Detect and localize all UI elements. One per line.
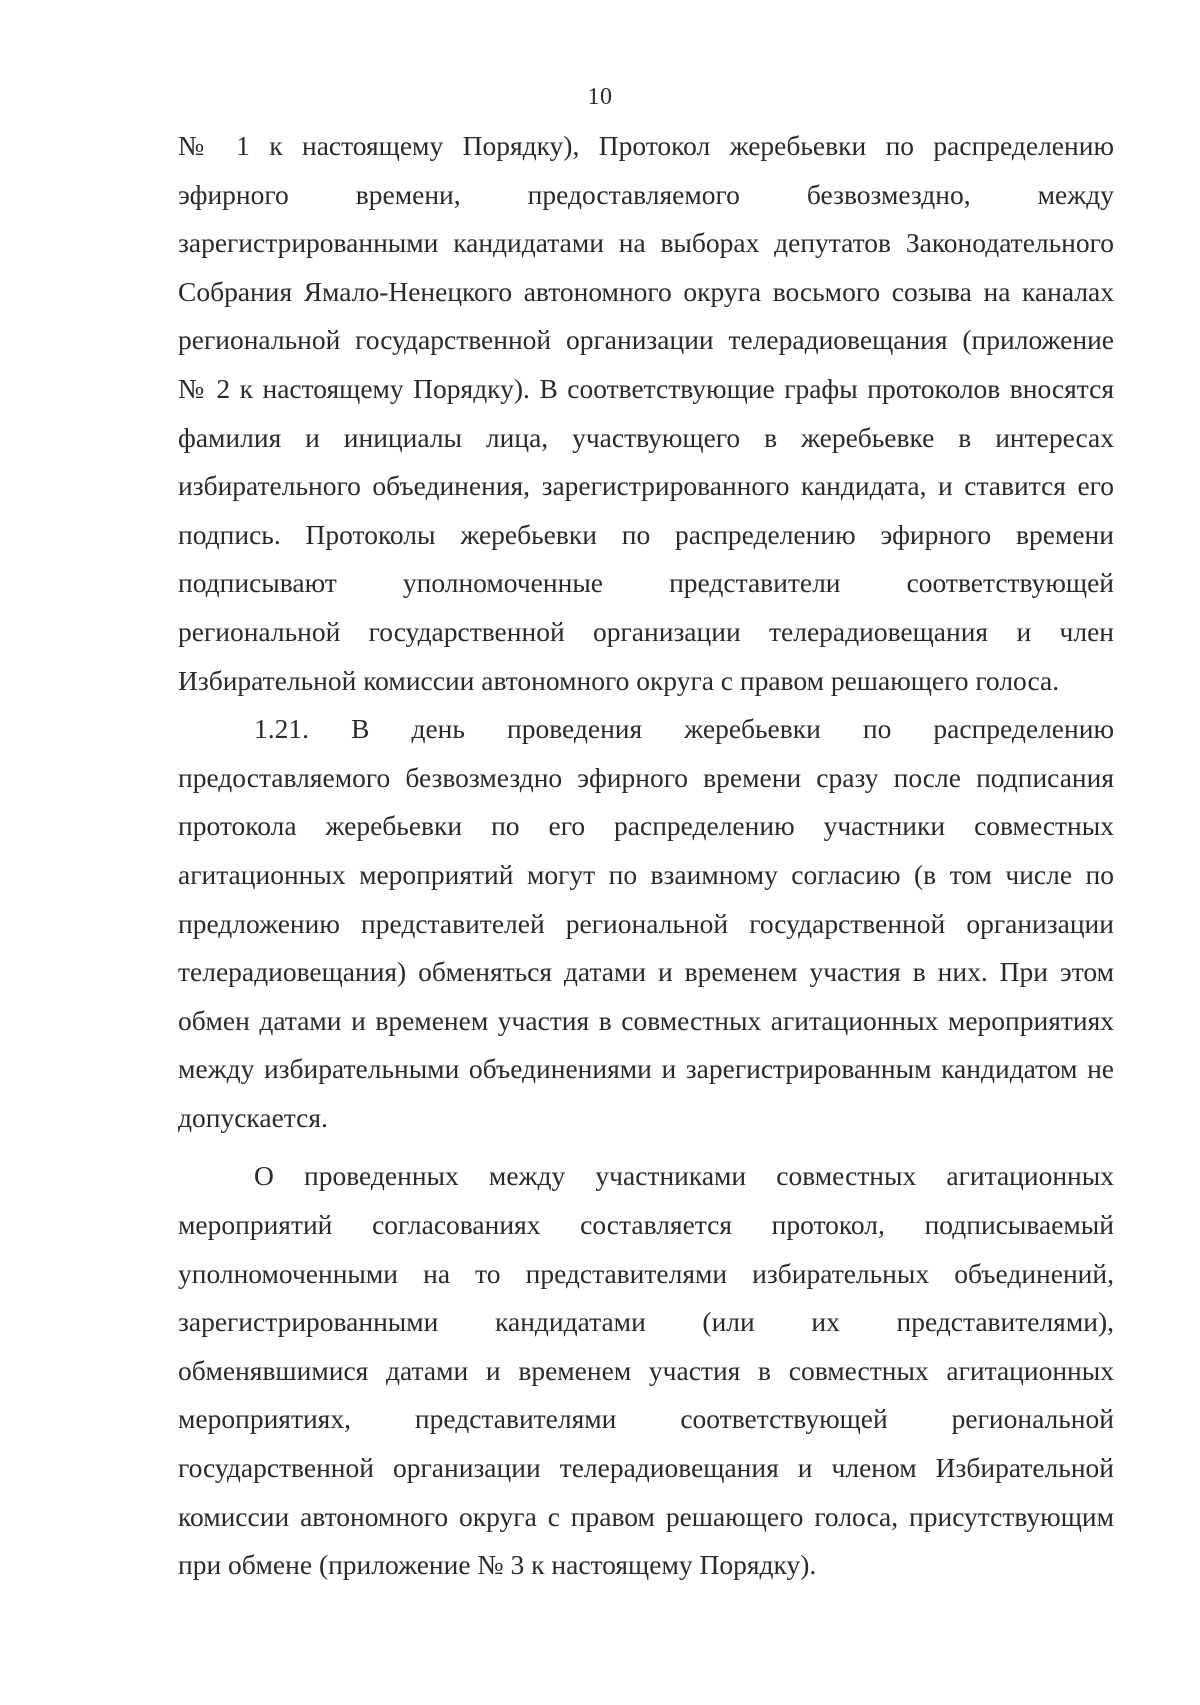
text-line: подпись. Протоколы жеребьевки по распределению эфирного времени bbox=[178, 518, 1114, 550]
text-line: обменявшимися датами и временем участия в совместных агитационных bbox=[178, 1354, 1114, 1386]
text-line: мероприятиях, представителями соответствующей региональной bbox=[178, 1403, 1114, 1435]
page-number: 10 bbox=[587, 84, 613, 110]
text-line: региональной государственной организации телерадиовещания (приложение bbox=[178, 324, 1114, 356]
text-line: мероприятий согласованиях составляется протокол, подписываемый bbox=[178, 1209, 1114, 1241]
paragraph-1-21 bbox=[178, 705, 1114, 1142]
paragraph-continuation bbox=[178, 122, 1114, 705]
text-line: № 2 к настоящему Порядку). В соответствующие графы протоколов вносятся bbox=[178, 372, 1114, 404]
text-line: фамилия и инициалы лица, участвующего в жеребьевке в интересах bbox=[178, 421, 1114, 453]
text-line: допускается. bbox=[178, 1101, 328, 1133]
text-line: Избирательной комиссии автономного округа с правом решающего голоса. bbox=[178, 664, 1060, 696]
paragraph-gap bbox=[178, 1142, 1114, 1152]
paragraph-protocol bbox=[178, 1152, 1114, 1589]
text-line: обмен датами и временем участия в совместных агитационных мероприятиях bbox=[178, 1004, 1114, 1036]
text-line: между избирательными объединениями и зарегистрированным кандидатом не bbox=[178, 1053, 1114, 1085]
text-line: подписывают уполномоченные представители соответствующей bbox=[178, 567, 1114, 599]
text-line: предложению представителей региональной государственной организации bbox=[178, 907, 1114, 939]
text-line: региональной государственной организации телерадиовещания и член bbox=[178, 615, 1114, 647]
text-line: зарегистрированными кандидатами (или их представителями), bbox=[178, 1306, 1114, 1338]
text-line: агитационных мероприятий могут по взаимному согласию (в том числе по bbox=[178, 858, 1114, 890]
text-line: государственной организации телерадиовещания и членом Избирательной bbox=[178, 1452, 1114, 1484]
text-line: избирательного объединения, зарегистрированного кандидата, и ставится его bbox=[178, 470, 1114, 502]
text-line: зарегистрированными кандидатами на выборах депутатов Законодательного bbox=[178, 227, 1114, 259]
text-line: комиссии автономного округа с правом решающего голоса, присутствующим bbox=[178, 1500, 1114, 1532]
text-line: при обмене (приложение № 3 к настоящему Порядку). bbox=[178, 1549, 817, 1581]
text-line: предоставляемого безвозмездно эфирного времени сразу после подписания bbox=[178, 761, 1114, 793]
text-line: О проведенных между участниками совместных агитационных bbox=[254, 1160, 1114, 1192]
document-body bbox=[178, 122, 1114, 1590]
text-line: № 1 к настоящему Порядку), Протокол жеребьевки по распределению bbox=[178, 130, 1114, 161]
text-line: 1.21. В день проведения жеребьевки по распределению bbox=[254, 713, 1114, 745]
text-line: телерадиовещания) обменяться датами и временем участия в них. При этом bbox=[178, 956, 1114, 988]
text-line: протокола жеребьевки по его распределению участники совместных bbox=[178, 810, 1114, 842]
text-line: уполномоченными на то представителями избирательных объединений, bbox=[178, 1257, 1114, 1289]
text-line: эфирного времени, предоставляемого безвозмездно, между bbox=[178, 178, 1114, 210]
text-line: Собрания Ямало-Ненецкого автономного округа восьмого созыва на каналах bbox=[178, 275, 1114, 307]
